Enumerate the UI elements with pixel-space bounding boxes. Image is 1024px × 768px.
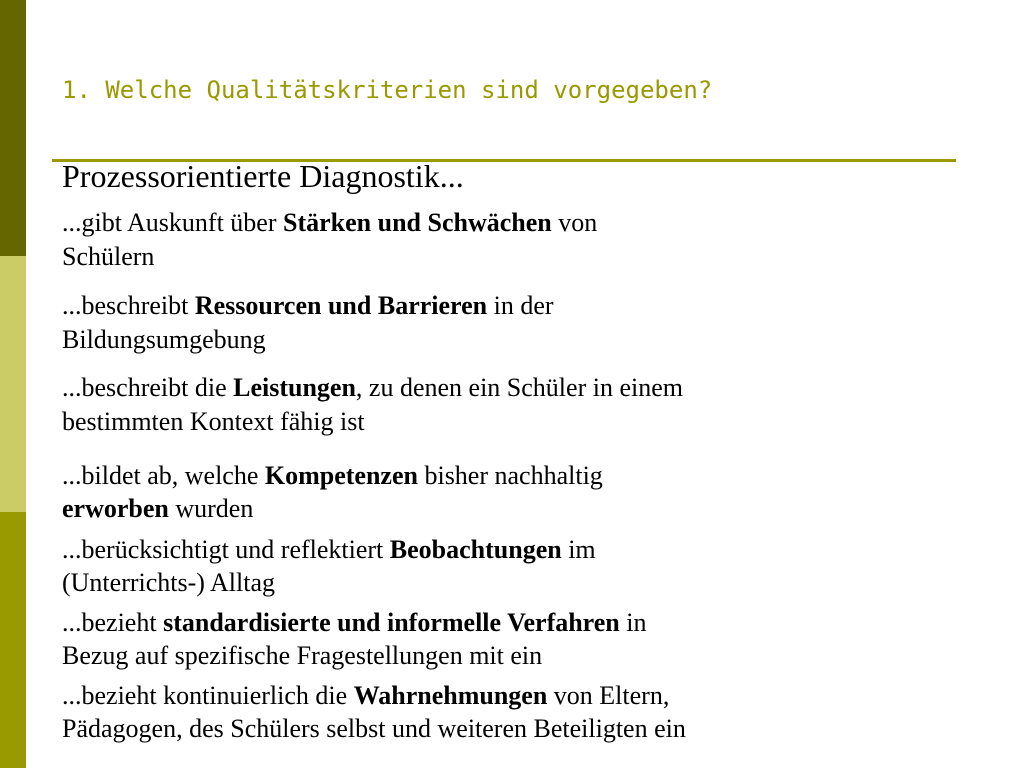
sidebar-dark-segment — [0, 0, 26, 256]
item-text: ...gibt Auskunft über — [62, 208, 283, 237]
item-bold-text: Kompetenzen — [264, 461, 418, 490]
sidebar-olive-segment — [0, 512, 26, 768]
item-bold-text: Wahrnehmungen — [353, 681, 548, 710]
item-bold-text: Leistungen — [233, 373, 356, 402]
item-text: ...beschreibt die — [62, 373, 234, 402]
criteria-item — [62, 679, 686, 745]
item-text: ...bezieht kontinuierlich die — [62, 681, 354, 710]
sidebar-light-segment — [0, 256, 26, 512]
criteria-item — [62, 206, 597, 274]
criteria-item — [62, 371, 683, 439]
criteria-item — [62, 533, 596, 599]
item-bold-text: Ressourcen und Barrieren — [194, 291, 488, 320]
item-text: in — [619, 608, 647, 637]
item-text: in der — [487, 291, 554, 320]
item-bold-text: Stärken und Schwächen — [283, 208, 552, 237]
criteria-item — [62, 289, 554, 357]
item-text: bisher nachhaltig — [417, 461, 603, 490]
item-text: , zu denen ein Schüler in einem — [355, 373, 683, 402]
item-text: wurden — [168, 494, 254, 523]
item-text: im — [561, 535, 596, 564]
item-text: Bezug auf spezifische Fragestellungen mit ein — [62, 641, 543, 670]
item-text: von Eltern, — [547, 681, 670, 710]
item-text: Bildungsumgebung — [62, 325, 266, 354]
item-text: Schülern — [62, 242, 155, 271]
item-text: ...berücksichtigt und reflektiert — [62, 535, 390, 564]
item-text: bestimmten Kontext fähig ist — [62, 407, 365, 436]
item-text: (Unterrichts-) Alltag — [62, 568, 275, 597]
item-bold-text: standardisierte und informelle Verfahren — [163, 608, 620, 637]
criteria-item — [62, 606, 647, 672]
item-bold-text: Beobachtungen — [389, 535, 562, 564]
item-text: ...beschreibt — [62, 291, 195, 320]
item-bold-text: erworben — [62, 494, 169, 523]
criteria-item — [62, 459, 603, 525]
slide-subtitle: Prozessorientierte Diagnostik... — [62, 158, 464, 194]
item-text: ...bezieht — [62, 608, 164, 637]
item-text: ...bildet ab, welche — [62, 461, 265, 490]
slide-title: 1. Welche Qualitätskriterien sind vorgegeben? — [62, 76, 713, 104]
item-text: von — [551, 208, 598, 237]
item-text: Pädagogen, des Schülers selbst und weiteren Beteiligten ein — [62, 714, 686, 743]
